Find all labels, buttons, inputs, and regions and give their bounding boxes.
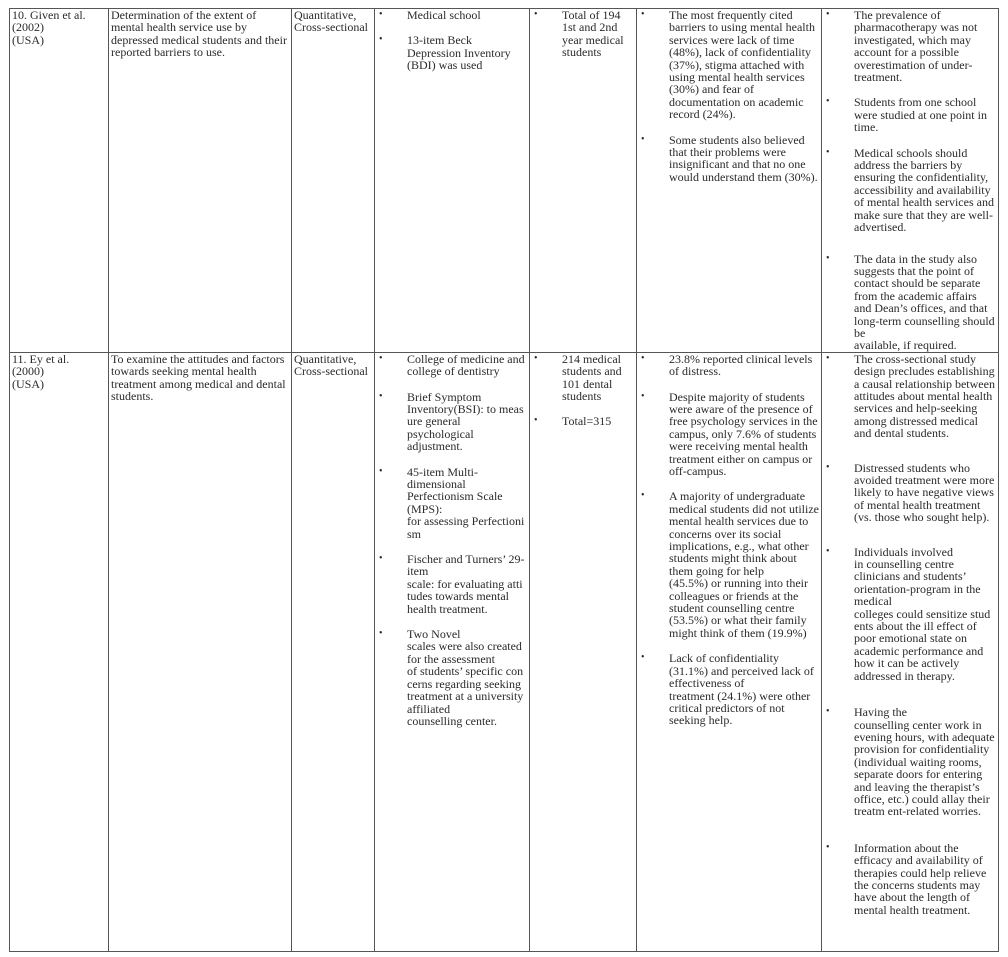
list-item: • The cross-sectional study design precludes establishing a causal relationship between attitudes about mental health services and help-seeking among distressed medical and dental students. [824, 353, 996, 440]
list-item: • Despite majority of students were aware of the presence of free psychology services in the campus, only 7.6% of students were receiving mental health treatment either on campus or off-campus. [639, 391, 819, 478]
list-item: • Medical school [377, 9, 527, 21]
design-cell: Quantitative, Cross-sectional [292, 9, 375, 353]
study-cell: 10. Given et al. (2002) (USA) [10, 9, 109, 353]
list-item: • 45-item Multi-dimensional Perfectionism Scale (MPS): for assessing Perfectioni sm [377, 466, 527, 540]
list-item: • Having the counselling center work in evening hours, with adequate provision for confidentiality (individual waiting rooms, separate doors for entering and leaving the therapist’s office, etc.) could allay their treatm ent-related worries. [824, 706, 996, 818]
list-item: • A majority of undergraduate medical students did not utilize mental health services due to concerns over its social implications, e.g., what other students might think about them going for help (45.5%) or running into their colleagues or friends at the student counselling centre (53.5%) or what their family might think of them (19.9%) [639, 490, 819, 639]
table-row [10, 352, 999, 951]
sample-cell [530, 9, 637, 353]
list-item: • Distressed students who avoided treatment were more likely to have negative views of mental health treatment (vs. those who sought help). [824, 462, 996, 524]
list-item: • Total of 194 1st and 2nd year medical students [532, 9, 634, 59]
review-table [9, 8, 999, 952]
list-item: • 13-item Beck Depression Inventory (BDI) was used [377, 34, 527, 71]
list-item: • Information about the efficacy and availability of therapies could help relieve the concerns students may have about the length of mental health treatment. [824, 842, 996, 916]
list-item: • Brief Symptom Inventory(BSI): to meas ure general psychological adjustment. [377, 391, 527, 453]
study-cell: 11. Ey et al. (2000) (USA) [10, 352, 109, 951]
list-item: • The prevalence of pharmacotherapy was not investigated, which may account for a possible overestimation of under-treatment. [824, 9, 996, 83]
list-item: • The most frequently cited barriers to using mental health services were lack of time (48%), lack of confidentiality (37%), stigma attached with using mental health services (30%) and fear of documentation on academic record (24%). [639, 9, 819, 121]
findings-cell [637, 9, 822, 353]
list-item: • Lack of confidentiality (31.1%) and perceived lack of effectiveness of treatment (24.1%) were other critical predictors of not seeking help. [639, 652, 819, 726]
findings-cell [637, 352, 822, 951]
list-item: • Some students also believed that their problems were insignificant and that no one would understand them (30%). [639, 134, 819, 184]
aim-cell: To examine the attitudes and factors towards seeking mental health treatment among medical and dental students. [109, 352, 292, 951]
list-item: • Total=315 [532, 415, 634, 427]
setting-cell [375, 9, 530, 353]
setting-cell [375, 352, 530, 951]
list-item: • College of medicine and college of dentistry [377, 353, 527, 378]
sample-cell [530, 352, 637, 951]
implications-cell [822, 352, 999, 951]
list-item: • Individuals involved in counselling centre clinicians and students’ orientation-program in the medical colleges could sensitize stud ents about the ill effect of poor emotional state on academic performance and how it can be actively addressed in therapy. [824, 546, 996, 682]
list-item: • 214 medical students and 101 dental students [532, 353, 634, 403]
implications-cell [822, 9, 999, 353]
list-item: • The data in the study also suggests that the point of contact should be separate from the academic affairs and Dean’s offices, and that long-term counselling should be available, if required. [824, 253, 996, 352]
list-item: • Students from one school were studied at one point in time. [824, 96, 996, 133]
list-item: • 23.8% reported clinical levels of distress. [639, 353, 819, 378]
aim-cell: Determination of the extent of mental health service use by depressed medical students and their reported barriers to use. [109, 9, 292, 353]
list-item: • Two Novel scales were also created for the assessment of students’ specific con cerns regarding seeking treatment at a university affiliated counselling center. [377, 628, 527, 727]
table-row [10, 9, 999, 353]
list-item: • Medical schools should address the barriers by ensuring the confidentiality, accessibility and availability of mental health services and make sure that they are well-advertised. [824, 147, 996, 234]
list-item: • Fischer and Turners’ 29-item scale: for evaluating atti tudes towards mental health treatment. [377, 553, 527, 615]
design-cell: Quantitative, Cross-sectional [292, 352, 375, 951]
